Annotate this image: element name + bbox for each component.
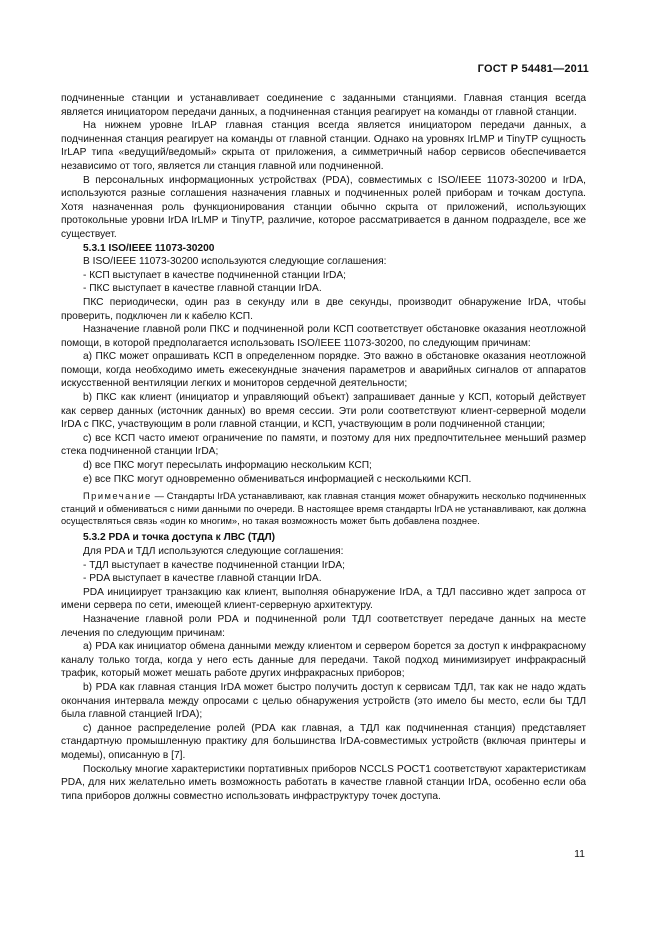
list-item: - ТДЛ выступает в качестве подчиненной станции IrDA; <box>83 559 345 571</box>
paragraph-irlap: На нижнем уровне IrLAP главная станция всегда является инициатором передачи данных, а подчиненная станция реагирует на команды от главной станции. Однако на уровнях IrLMP и TinyTP сущность IrLAP типа «ведущий/ведомый» скрыта от приложения, а симметричный набор сервисов обеспечивается независимо от того, является ли станция главной или подчиненной. <box>61 120 586 172</box>
note-label: Примечание <box>83 491 152 502</box>
list-reason-e: e) все ПКС могут одновременно обмениваться информацией с несколькими КСП. <box>83 473 472 485</box>
section-531-intro: В ISO/IEEE 11073-30200 используются следующие соглашения: <box>83 256 387 268</box>
paragraph: PDA инициирует транзакцию как клиент, выполняя обнаружение IrDA, а ТДЛ пассивно ждет запроса от имени сервера по сети, имеющей клиент-серверную архитектуру. <box>61 586 586 612</box>
paragraph-pda-conventions: В персональных информационных устройствах (PDA), совместимых с ISO/IEEE 11073-30200 и IrDA, используются разные соглашения назначения главных и подчиненных ролей приборам и точкам доступа. Хотя назначенная роль функционирования станции обычно скрыта от приложений, использующих протокольные уровни IrDA IrLMP и TinyTP, различие, которое рассматривается в данном подразделе, все же существует. <box>61 174 586 240</box>
paragraph-continuation: подчиненные станции и устанавливает соединение с заданными станциями. Главная станция всегда является инициатором передачи данных, а подчиненная станция реагирует на команды от главной станции. <box>61 93 586 118</box>
note-text: — Стандарты IrDA устанавливают, как главная станция может обнаружить несколько подчиненных станций и обмениваться с ними данными по очереди. В настоящее время стандарты IrDA не устанавливают, как должна осуществляться связь «один ко многим», но такая возможность может быть добавлена позднее. <box>61 491 586 527</box>
list-reason-d: d) все ПКС могут пересылать информацию нескольким КСП; <box>83 460 372 472</box>
list-reason-b: b) ПКС как клиент (инициатор и управляющий объект) запрашивает данные у КСП, который действует как сервер данных (источник данных) во время сессии. Эти роли соответствуют клиент-серверной модели IrDA с ПКС, участвующим в роли главной станции, и КСП, участвующим в роли подчиненной станции; <box>61 392 586 431</box>
section-heading-5-3-1: 5.3.1 ISO/IEEE 11073-30200 <box>83 242 215 254</box>
list-reason-a: a) PDA как инициатор обмена данными между клиентом и сервером борется за доступ к инфракрасному каналу только тогда, когда у него есть данные для передачи. Такой подход минимизирует инфракрасный трафик, который может мешать работе других инфракрасных приборов; <box>61 641 586 680</box>
list-reason-c: c) данное распределение ролей (PDA как главная, а ТДЛ как подчиненная станция) представляет стандартную промышленную практику для большинства IrDA-совместимых устройств (включая принтеры и модемы), описанную в [7]. <box>61 722 586 761</box>
list-reason-b: b) PDA как главная станция IrDA может быстро получить доступ к сервисам ТДЛ, так как не надо ждать окончания интервала между опросами с целью обнаружения устройств (это имело бы место, если бы ТДЛ была главной станцией IrDA); <box>61 681 586 721</box>
document-id-header: ГОСТ Р 54481—2011 <box>477 63 589 75</box>
paragraph: ПКС периодически, один раз в секунду или в две секунды, производит обнаружение IrDA, чтобы проверить, подключен ли к кабелю КСП. <box>61 296 586 322</box>
list-item: - PDA выступает в качестве главной станции IrDA. <box>83 573 322 585</box>
list-item: - КСП выступает в качестве подчиненной станции IrDA; <box>83 269 346 281</box>
section-532-intro: Для PDA и ТДЛ используются следующие соглашения: <box>83 546 344 558</box>
section-heading-5-3-2: 5.3.2 PDA и точка доступа к ЛВС (ТДЛ) <box>83 532 276 544</box>
paragraph-poct1: Поскольку многие характеристики портативных приборов NCCLS POCT1 соответствуют характеристикам PDA, для них желательно иметь возможность работать в качестве главной станции IrDA, особенно если оба типа приборов должны совместно использовать инфраструктуру точек доступа. <box>61 763 586 802</box>
note <box>61 490 586 527</box>
list-item: - ПКС выступает в качестве главной станции IrDA. <box>83 283 322 295</box>
document-body <box>61 92 586 803</box>
paragraph: Назначение главной роли ПКС и подчиненной роли КСП соответствует обстановке оказания неотложной помощи, в которой предполагается использовать ISO/IEEE 11073-30200, по следующим причинам: <box>61 324 586 349</box>
page-number: 11 <box>574 848 585 860</box>
list-reason-c: c) все КСП часто имеют ограничение по памяти, и поэтому для них предпочтительнее меньший размер стека подчиненной станции IrDA; <box>61 432 586 458</box>
list-reason-a: а) ПКС может опрашивать КСП в определенном порядке. Это важно в обстановке оказания неотложной помощи, когда необходимо иметь ежесекундные значения параметров и аварийных сигналов от аппаратов искусственной вентиляции легких и мониторов сердечной деятельности; <box>61 351 586 390</box>
paragraph: Назначение главной роли PDA и подчиненной роли ТДЛ соответствует передаче данных на месте лечения по следующим причинам: <box>61 614 586 639</box>
